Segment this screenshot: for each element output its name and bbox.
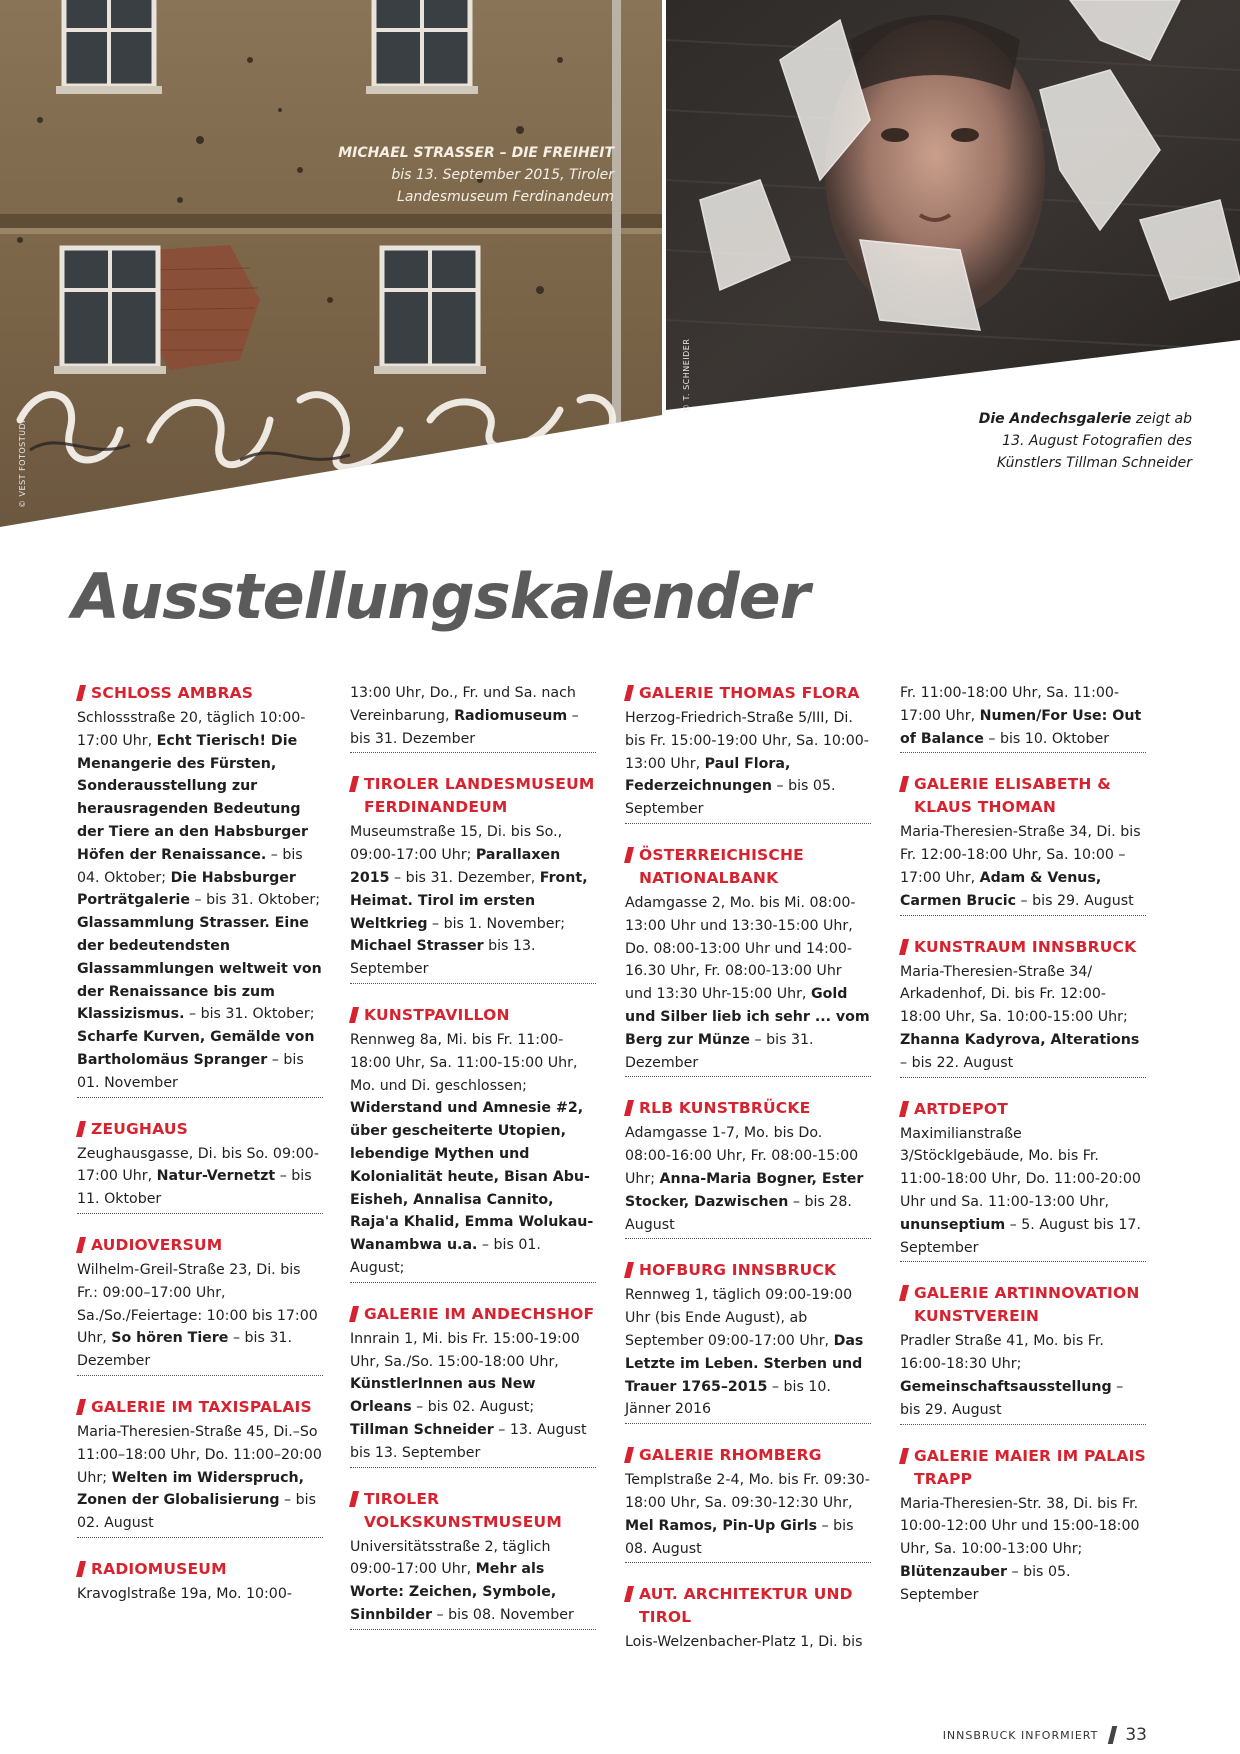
detail-text: – bis 28. August bbox=[625, 1193, 852, 1233]
venue-name: AUT. ARCHITEKTUR UND TIROL bbox=[639, 1585, 853, 1627]
detail-text: Kravoglstraße 19a, Mo. 10:00- bbox=[77, 1585, 292, 1602]
detail-text: Adamgasse 2, Mo. bis Mi. 08:00-13:00 Uhr und 13:30-15:00 Uhr, Do. 08:00-13:00 Uhr und 14:00-16.30 Uhr, Fr. 08:00-13:00 Uhr und 13:30 Uhr-15:00 Uhr, bbox=[625, 894, 856, 1003]
red-slash-marker bbox=[624, 847, 634, 863]
detail-text: Innrain 1, Mi. bis Fr. 15:00-19:00 Uhr, Sa./So. 15:00-18:00 Uhr, bbox=[350, 1330, 580, 1370]
venue-details bbox=[350, 1536, 596, 1630]
red-slash-marker bbox=[76, 1237, 86, 1253]
exhibition-title: Paul Flora, Federzeichnungen bbox=[625, 755, 791, 795]
detail-text: – bis 11. Oktober bbox=[77, 1168, 312, 1208]
red-slash-marker bbox=[349, 1306, 359, 1322]
venue-details bbox=[350, 1029, 596, 1283]
left-photo-caption bbox=[314, 142, 614, 208]
calendar-column bbox=[77, 682, 323, 1628]
venue-details bbox=[900, 821, 1146, 915]
page-title: Ausstellungskalender bbox=[72, 560, 810, 633]
venue-name: ARTDEPOT bbox=[914, 1099, 1008, 1118]
exhibition-title: Glassammlung Strasser. Eine der bedeutendsten Glassammlungen weltweit von der Renaissance bis zum Klassizismus. bbox=[77, 915, 322, 1023]
detail-text: – bis 02. August; bbox=[411, 1399, 535, 1416]
exhibition-title: Adam & Venus, Carmen Brucic bbox=[900, 869, 1102, 909]
exhibition-entry bbox=[77, 1118, 323, 1214]
portrait-photo bbox=[666, 0, 1240, 420]
exhibition-title: Die Habsburger Porträtgalerie bbox=[77, 869, 296, 909]
detail-text: Universitätsstraße 2, täglich 09:00-17:00 Uhr, bbox=[350, 1538, 551, 1578]
exhibition-entry bbox=[350, 1004, 596, 1283]
caption-line: Künstlers Tillman Schneider bbox=[996, 455, 1192, 471]
exhibition-entry bbox=[625, 1097, 871, 1239]
venue-heading bbox=[350, 1004, 596, 1027]
detail-text: – bis 31. Dezember bbox=[625, 1031, 814, 1071]
venue-details bbox=[77, 1583, 323, 1608]
red-slash-marker bbox=[899, 1285, 909, 1301]
caption-title: Die Andechsgalerie bbox=[978, 411, 1132, 427]
detail-text: – bis 05. September bbox=[625, 778, 836, 818]
venue-details bbox=[625, 1122, 871, 1239]
detail-text: Maria-Theresien-Straße 45, Di.–So 11:00–18:00 Uhr, Do. 11:00–20:00 Uhr; bbox=[77, 1423, 322, 1486]
right-photo-caption bbox=[892, 408, 1192, 474]
red-slash-marker bbox=[899, 776, 909, 792]
venue-name: AUDIOVERSUM bbox=[91, 1235, 223, 1254]
hero-photos bbox=[0, 0, 1240, 540]
red-slash-marker bbox=[624, 1262, 634, 1278]
detail-text: Wilhelm-Greil-Straße 23, Di. bis Fr.: 09:00–17:00 Uhr, Sa./So./Feiertage: 10:00 bis 17:00 Uhr, bbox=[77, 1261, 318, 1347]
exhibition-title: Scharfe Kurven, Gemälde von Bartholomäus Spranger bbox=[77, 1029, 315, 1068]
venue-heading bbox=[77, 1118, 323, 1141]
exhibition-entry bbox=[350, 773, 596, 984]
exhibition-title: Numen/For Use: Out of Balance bbox=[900, 707, 1142, 747]
page-footer bbox=[943, 1725, 1147, 1745]
venue-details bbox=[77, 1143, 323, 1214]
detail-text: Fr. 11:00-18:00 Uhr, Sa. 11:00-17:00 Uhr, bbox=[900, 685, 1120, 724]
exhibition-title: Radiomuseum bbox=[454, 707, 568, 724]
detail-text: – bis 31. Dezember bbox=[350, 707, 579, 747]
red-slash-marker bbox=[899, 1448, 909, 1464]
detail-text: bis 13. September bbox=[350, 938, 536, 978]
detail-text: Maria-Theresien-Straße 34/ Arkadenhof, Di. bis Fr. 12:00-18:00 Uhr, Sa. 10:00-15:00 Uhr; bbox=[900, 963, 1128, 1026]
exhibition-title: ununseptium bbox=[900, 1216, 1006, 1233]
venue-details bbox=[900, 961, 1146, 1078]
detail-text: Adamgasse 1-7, Mo. bis Do. 08:00-16:00 Uhr, Fr. 08:00-15:00 Uhr; bbox=[625, 1125, 859, 1187]
caption-line: bis 13. September 2015, Tiroler bbox=[391, 167, 614, 183]
exhibition-title: Tillman Schneider bbox=[350, 1421, 494, 1438]
caption-line: Landesmuseum Ferdinandeum bbox=[397, 189, 614, 205]
exhibition-title: Mel Ramos, Pin-Up Girls bbox=[625, 1517, 818, 1534]
exhibition-title: Anna-Maria Bogner, Ester Stocker, Dazwischen bbox=[625, 1170, 864, 1210]
venue-heading bbox=[625, 1259, 871, 1282]
detail-text: – bis 01. November bbox=[77, 1051, 304, 1091]
caption-title: MICHAEL STRASSER – DIE FREIHEIT bbox=[338, 145, 614, 161]
detail-text: Maria-Theresien-Str. 38, Di. bis Fr. 10:00-12:00 Uhr und 15:00-18:00 Uhr, Sa. 10:00-13:00 Uhr; bbox=[900, 1495, 1140, 1558]
red-slash-marker bbox=[76, 1121, 86, 1137]
detail-text: – 13. August bis 13. September bbox=[350, 1421, 587, 1461]
publication-name: INNSBRUCK INFORMIERT bbox=[942, 1728, 1099, 1742]
venue-name: GALERIE IM ANDECHSHOF bbox=[364, 1304, 595, 1323]
venue-name: SCHLOSS AMBRAS bbox=[91, 684, 254, 702]
caption-line: 13. August Fotografien des bbox=[1002, 433, 1192, 449]
venue-details bbox=[77, 1259, 323, 1376]
exhibition-entry bbox=[900, 1445, 1146, 1609]
exhibition-title: Welten im Widerspruch, Zonen der Globalisierung bbox=[77, 1469, 305, 1509]
venue-heading bbox=[625, 1444, 871, 1467]
venue-name: KUNSTRAUM INNSBRUCK bbox=[914, 937, 1137, 956]
exhibition-title: Widerstand und Amnesie #2, über gescheiterte Utopien, lebendige Mythen und Kolonialität heute, Bisan Abu-Eisheh, Annalisa Cannito, Raja'a Khalid, Emma Wolukau-Wanambwa u.a. bbox=[350, 1100, 594, 1254]
venue-heading bbox=[625, 1097, 871, 1120]
venue-details bbox=[900, 1493, 1146, 1609]
red-slash-marker bbox=[349, 1007, 359, 1023]
venue-heading bbox=[77, 682, 323, 705]
exhibition-entry bbox=[350, 1488, 596, 1630]
red-slash-marker bbox=[624, 1100, 634, 1116]
detail-text: Rennweg 1, täglich 09:00-19:00 Uhr (bis Ende August), ab September 09:00-17:00 Uhr, bbox=[625, 1287, 853, 1349]
venue-heading bbox=[77, 1234, 323, 1257]
venue-heading bbox=[77, 1558, 323, 1581]
red-slash-marker bbox=[349, 776, 359, 792]
detail-text: – bis 04. Oktober; bbox=[77, 846, 303, 886]
exhibition-entry bbox=[900, 682, 1146, 753]
detail-text: – bis 08. August bbox=[625, 1517, 854, 1557]
venue-heading bbox=[350, 1303, 596, 1326]
red-slash-marker bbox=[624, 1586, 634, 1602]
venue-name: TIROLER LANDESMUSEUM FERDINANDEUM bbox=[364, 775, 595, 817]
detail-text: – bis 22. August bbox=[900, 1054, 1014, 1071]
venue-heading bbox=[900, 936, 1146, 959]
facade-photo bbox=[0, 0, 662, 540]
venue-heading bbox=[350, 1488, 596, 1534]
venue-heading bbox=[900, 773, 1146, 819]
caption-line: zeigt ab bbox=[1131, 411, 1192, 427]
venue-details bbox=[900, 1123, 1146, 1263]
exhibition-title: Das Letzte im Leben. Sterben und Trauer 1765–2015 bbox=[625, 1332, 864, 1395]
photo-credit: © VEST FOTOSTUDIO bbox=[18, 413, 27, 508]
slash-divider bbox=[1108, 1726, 1117, 1744]
exhibition-entry bbox=[350, 1303, 596, 1468]
venue-heading bbox=[900, 1282, 1146, 1328]
venue-details bbox=[350, 1328, 596, 1468]
photo-credit: © T. SCHNEIDER bbox=[682, 338, 691, 412]
exhibition-entry bbox=[625, 682, 871, 824]
exhibition-entry bbox=[625, 1259, 871, 1424]
calendar-column bbox=[900, 682, 1146, 1629]
venue-name: GALERIE RHOMBERG bbox=[639, 1446, 822, 1465]
venue-heading bbox=[77, 1396, 323, 1419]
red-slash-marker bbox=[624, 685, 634, 701]
detail-text: – 5. August bis 17. September bbox=[900, 1216, 1141, 1256]
detail-text: – bis 29. August bbox=[900, 1378, 1124, 1418]
venue-details bbox=[625, 1284, 871, 1424]
exhibition-entry bbox=[625, 1444, 871, 1563]
venue-name: GALERIE THOMAS FLORA bbox=[639, 684, 860, 702]
detail-text: – bis 01. August; bbox=[350, 1237, 541, 1276]
exhibition-title: Blütenzauber bbox=[900, 1563, 1007, 1580]
detail-text: – bis 31. Dezember bbox=[77, 1330, 292, 1370]
detail-text: – bis 02. August bbox=[77, 1492, 316, 1532]
detail-text: 13:00 Uhr, Do., Fr. und Sa. nach Vereinbarung, bbox=[350, 685, 576, 724]
venue-name: GALERIE ARTINNOVATION KUNSTVEREIN bbox=[914, 1284, 1140, 1326]
venue-details bbox=[77, 707, 323, 1098]
venue-name: GALERIE ELISABETH & KLAUS THOMAN bbox=[914, 775, 1111, 817]
exhibition-title: Zhanna Kadyrova, Alterations bbox=[900, 1031, 1140, 1048]
exhibition-title: Michael Strasser bbox=[350, 938, 484, 955]
detail-text: Pradler Straße 41, Mo. bis Fr. 16:00-18:30 Uhr; bbox=[900, 1333, 1104, 1373]
exhibition-title: Gold und Silber lieb ich sehr ... vom Berg zur Münze bbox=[625, 986, 870, 1048]
calendar-column bbox=[625, 682, 871, 1676]
exhibition-entry bbox=[900, 1282, 1146, 1424]
venue-heading bbox=[900, 1098, 1146, 1121]
red-slash-marker bbox=[76, 685, 86, 701]
detail-text: – bis 10. Oktober bbox=[983, 730, 1110, 747]
detail-text: – bis 10. Jänner 2016 bbox=[625, 1378, 831, 1418]
venue-heading bbox=[625, 682, 871, 705]
exhibition-title: Echt Tierisch! Die Menangerie des Fürsten, Sonderausstellung zur herausragenden Bedeutung der Tiere an den Habsburger Höfen der Renaissance. bbox=[77, 732, 308, 863]
exhibition-title: Front, Heimat. Tirol im ersten Weltkrieg bbox=[350, 869, 588, 932]
venue-details bbox=[625, 707, 871, 824]
detail-text: Herzog-Friedrich-Straße 5/III, Di. bis Fr. 15:00-19:00 Uhr, Sa. 10:00-13:00 Uhr, bbox=[625, 710, 869, 772]
exhibition-entry bbox=[900, 773, 1146, 915]
exhibition-title: KünstlerInnen aus New Orleans bbox=[350, 1376, 536, 1416]
venue-name: RLB KUNSTBRÜCKE bbox=[639, 1099, 811, 1118]
detail-text: Rennweg 8a, Mi. bis Fr. 11:00-18:00 Uhr, Sa. 11:00-15:00 Uhr, Mo. und Di. geschlossen; bbox=[350, 1031, 578, 1094]
red-slash-marker bbox=[899, 1101, 909, 1117]
venue-details bbox=[625, 1631, 871, 1656]
venue-name: GALERIE MAIER IM PALAIS TRAPP bbox=[914, 1446, 1146, 1488]
detail-text: Maximilianstraße 3/Stöcklgebäude, Mo. bis Fr. 11:00-18:00 Uhr, Do. 11:00-20:00 Uhr und Sa. 11:00-13:00 Uhr, bbox=[900, 1125, 1141, 1210]
venue-name: GALERIE IM TAXISPALAIS bbox=[91, 1397, 312, 1416]
exhibition-entry bbox=[77, 1558, 323, 1608]
exhibition-entry bbox=[900, 936, 1146, 1078]
detail-text: – bis 31. Oktober; bbox=[189, 892, 320, 909]
detail-text: – bis 05. September bbox=[900, 1563, 1071, 1603]
venue-heading bbox=[350, 773, 596, 819]
venue-heading bbox=[625, 844, 871, 890]
venue-details bbox=[625, 892, 871, 1077]
detail-text: – bis 1. November; bbox=[427, 915, 566, 932]
venue-details bbox=[900, 1330, 1146, 1424]
exhibition-title: Mehr als Worte: Zeichen, Symbole, Sinnbilder bbox=[350, 1561, 557, 1623]
detail-text: – bis 31. Oktober; bbox=[184, 1006, 315, 1023]
red-slash-marker bbox=[624, 1447, 634, 1463]
red-slash-marker bbox=[76, 1399, 86, 1415]
detail-text: – bis 31. Dezember, bbox=[389, 869, 540, 886]
red-slash-marker bbox=[76, 1561, 86, 1577]
exhibition-entry bbox=[900, 1098, 1146, 1263]
page-number: 33 bbox=[1125, 1725, 1147, 1745]
venue-heading bbox=[625, 1583, 871, 1629]
venue-heading bbox=[900, 1445, 1146, 1491]
venue-details bbox=[900, 682, 1146, 753]
venue-name: RADIOMUSEUM bbox=[91, 1559, 227, 1578]
exhibition-title: So hören Tiere bbox=[111, 1330, 229, 1347]
exhibition-title: Natur-Vernetzt bbox=[156, 1168, 276, 1185]
venue-details bbox=[350, 821, 596, 984]
detail-text: – bis 29. August bbox=[1016, 892, 1134, 909]
red-slash-marker bbox=[899, 939, 909, 955]
exhibition-title: Gemeinschaftsausstellung bbox=[900, 1378, 1112, 1395]
exhibition-entry bbox=[350, 682, 596, 753]
detail-text: Museumstraße 15, Di. bis So., 09:00-17:00 Uhr; bbox=[350, 824, 563, 864]
venue-name: ZEUGHAUS bbox=[91, 1119, 188, 1138]
venue-name: KUNSTPAVILLON bbox=[364, 1005, 510, 1024]
venue-name: HOFBURG INNSBRUCK bbox=[639, 1261, 837, 1280]
detail-text: Zeughausgasse, Di. bis So. 09:00-17:00 Uhr, bbox=[77, 1145, 319, 1185]
red-slash-marker bbox=[349, 1491, 359, 1507]
exhibition-entry bbox=[77, 1234, 323, 1376]
exhibition-entry bbox=[77, 1396, 323, 1538]
exhibition-title: Parallaxen 2015 bbox=[350, 847, 561, 886]
exhibition-entry bbox=[625, 844, 871, 1077]
exhibition-entry bbox=[625, 1583, 871, 1656]
exhibition-entry bbox=[77, 682, 323, 1098]
detail-text: Schlossstraße 20, täglich 10:00-17:00 Uhr, bbox=[77, 710, 306, 749]
detail-text: – bis 08. November bbox=[431, 1606, 574, 1623]
venue-details bbox=[77, 1421, 323, 1538]
venue-name: ÖSTERREICHISCHE NATIONALBANK bbox=[639, 845, 804, 887]
venue-details bbox=[350, 682, 596, 753]
calendar-column bbox=[350, 682, 596, 1650]
detail-text: Lois-Welzenbacher-Platz 1, Di. bis bbox=[625, 1634, 863, 1651]
venue-name: TIROLER VOLKSKUNSTMUSEUM bbox=[364, 1489, 562, 1531]
detail-text: Templstraße 2-4, Mo. bis Fr. 09:30-18:00 Uhr, Sa. 09:30-12:30 Uhr, bbox=[625, 1472, 870, 1511]
venue-details bbox=[625, 1469, 871, 1563]
detail-text: Maria-Theresien-Straße 34, Di. bis Fr. 12:00-18:00 Uhr, Sa. 10:00 –17:00 Uhr, bbox=[900, 824, 1141, 886]
